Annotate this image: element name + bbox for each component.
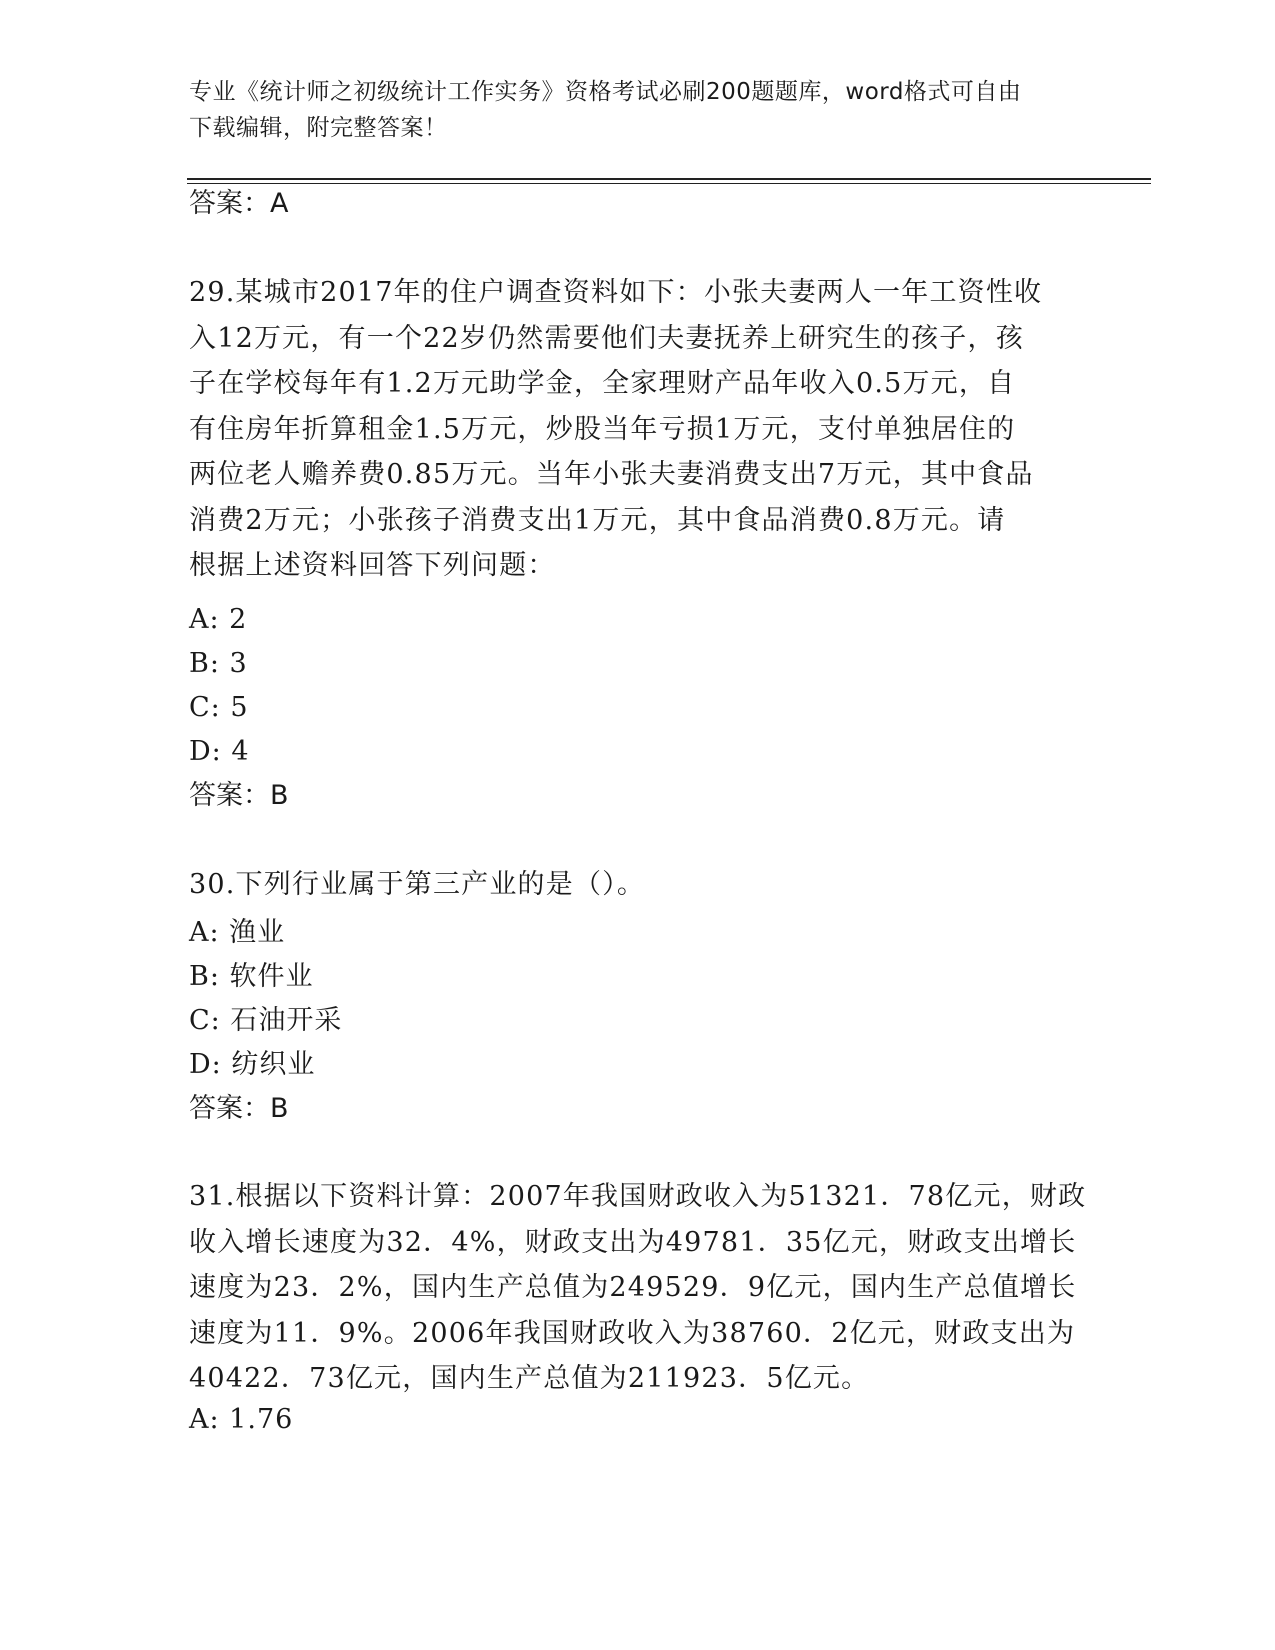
question-29-option-d: D: 4	[189, 736, 250, 767]
header-note	[189, 74, 1089, 146]
question-29-option-c: C: 5	[189, 692, 249, 723]
question-31-line: 收入增长速度为32．4%，财政支出为49781．35亿元，财政支出增长	[189, 1226, 1077, 1258]
question-29-line: 29.某城市2017年的住户调查资料如下：小张夫妻两人一年工资性收	[189, 277, 1043, 308]
question-29-option-b: B: 3	[189, 648, 248, 679]
question-31-line: 31.根据以下资料计算：2007年我国财政收入为51321．78亿元，财政	[189, 1181, 1087, 1212]
question-29-line: 消费2万元；小张孩子消费支出1万元，其中食品消费0.8万元。请	[189, 504, 1006, 536]
question-29-line: 有住房年折算租金1.5万元，炒股当年亏损1万元，支付单独居住的	[189, 413, 1016, 445]
header-divider-thin	[187, 183, 1151, 184]
header-line-1: 专业《统计师之初级统计工作实务》资格考试必刷200题题库，word格式可自由	[189, 79, 1022, 105]
header-line-2: 下载编辑，附完整答案！	[189, 115, 448, 141]
question-30-option-b: B: 软件业	[189, 961, 314, 992]
question-29-text	[189, 270, 1089, 589]
question-29-line: 入12万元，有一个22岁仍然需要他们夫妻抚养上研究生的孩子，孩	[189, 322, 1024, 354]
question-31-line: 40422．73亿元，国内生产总值为211923．5亿元。	[189, 1363, 870, 1394]
question-29-answer: 答案：B	[189, 780, 289, 811]
question-31-line: 速度为11．9%。2006年我国财政收入为38760．2亿元，财政支出为	[189, 1317, 1076, 1349]
question-29-line: 两位老人赡养费0.85万元。当年小张夫妻消费支出7万元，其中食品	[189, 459, 1034, 490]
question-29-line: 子在学校每年有1.2万元助学金，全家理财产品年收入0.5万元，自	[189, 368, 1016, 399]
question-30-text	[189, 862, 1089, 908]
question-29-line: 根据上述资料回答下列问题：	[189, 550, 556, 581]
question-30-option-c: C: 石油开采	[189, 1005, 343, 1036]
previous-answer: 答案：A	[189, 188, 289, 219]
question-31-line: 速度为23．2%，国内生产总值为249529．9亿元，国内生产总值增长	[189, 1272, 1077, 1303]
question-30-line: 30.下列行业属于第三产业的是（）。	[189, 869, 646, 900]
question-30-option-d: D: 纺织业	[189, 1049, 316, 1080]
question-29-option-a: A: 2	[189, 604, 248, 635]
question-30-answer: 答案：B	[189, 1093, 289, 1124]
header-divider	[187, 178, 1151, 180]
question-31-option-a: A: 1.76	[189, 1404, 294, 1435]
question-31-text	[189, 1174, 1089, 1402]
question-30-option-a: A: 渔业	[189, 917, 286, 948]
